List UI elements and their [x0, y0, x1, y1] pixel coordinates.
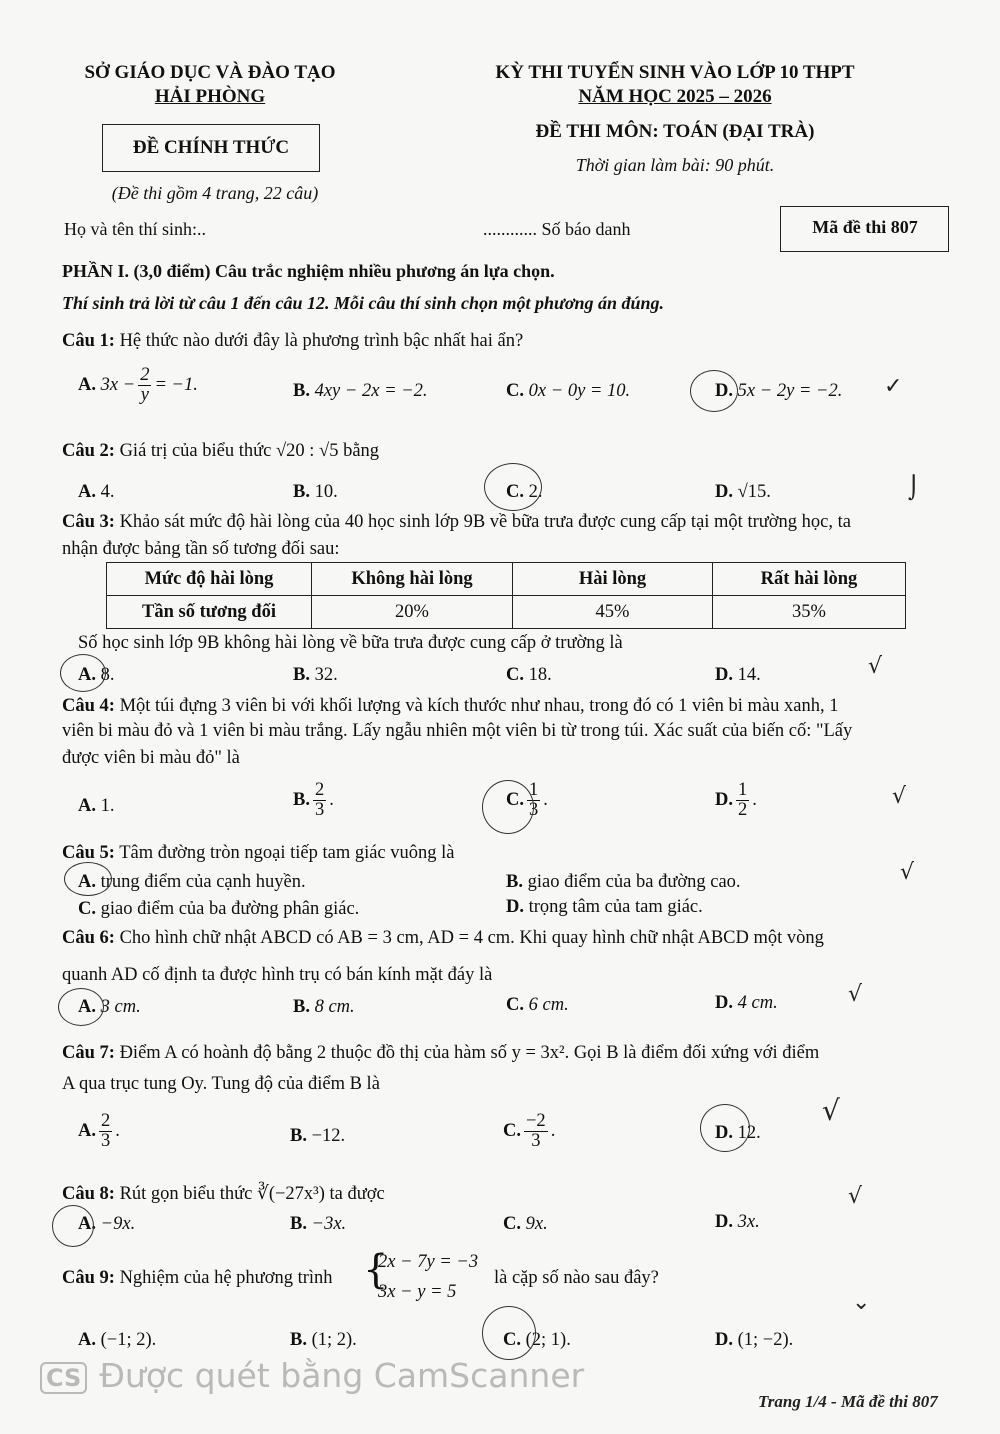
q9-option-d: D. (1; −2).	[715, 1330, 794, 1350]
q7-option-d: D. 12.	[715, 1123, 761, 1143]
answer-circle-q2	[484, 463, 542, 511]
answer-circle-q3	[60, 654, 106, 692]
page-footer: Trang 1/4 - Mã đề thi 807	[758, 1392, 938, 1411]
watermark-text: Được quét bằng CamScanner	[99, 1356, 585, 1395]
question-3-line3: Số học sinh lớp 9B không hài lòng về bữa trưa được cung cấp ở trường là	[78, 633, 623, 653]
question-8: Câu 8: Rút gọn biểu thức ∛(−27x³) ta được	[62, 1184, 385, 1204]
q3-option-c: C. 18.	[506, 665, 552, 685]
table-header-cell: Rất hài lòng	[713, 563, 906, 596]
q4-option-b: B. $\frac{2}{3}$ .	[293, 780, 334, 821]
question-7: Câu 7: Điểm A có hoành độ bằng 2 thuộc đồ thị của hàm số y = 3x². Gọi B là điểm đối xứng với điểm	[62, 1043, 820, 1063]
q1-option-c: C. 0x − 0y = 10.	[506, 381, 631, 401]
exam-code: Mã đề thi 807	[812, 217, 918, 237]
answer-circle-q6	[58, 988, 104, 1026]
frequency-table	[106, 562, 906, 629]
system-brace: {	[363, 1247, 389, 1293]
q7-option-c: C. $\frac{-2}{3}$ .	[503, 1111, 556, 1152]
check-mark-icon: √	[848, 1184, 863, 1209]
q4-option-a: A. 1.	[78, 796, 115, 816]
table-cell: 45%	[513, 596, 713, 629]
answer-circle-q7	[700, 1104, 750, 1152]
q5-option-a: A. trung điểm của cạnh huyền.	[78, 872, 306, 892]
part1-instruction: Thí sinh trả lời từ câu 1 đến câu 12. Mỗi câu thí sinh chọn một phương án đúng.	[62, 293, 665, 313]
q8-option-b: B. −3x.	[290, 1214, 347, 1234]
answer-circle-q8	[52, 1205, 94, 1247]
question-9: Câu 9: Nghiệm của hệ phương trình	[62, 1268, 333, 1288]
q6-option-d: D. 4 cm.	[715, 993, 778, 1013]
answer-circle-q9	[482, 1306, 536, 1360]
exam-time: Thời gian làm bài: 90 phút.	[575, 155, 775, 175]
part1-title: PHẦN I. (3,0 điểm) Câu trắc nghiệm nhiều phương án lựa chọn.	[62, 261, 555, 281]
table-cell: 35%	[713, 596, 906, 629]
q3-option-a: A. 8.	[78, 665, 115, 685]
answer-circle-q4	[482, 780, 534, 834]
department-city: HẢI PHÒNG	[154, 86, 266, 107]
check-mark-icon: √	[900, 860, 915, 885]
q6-option-c: C. 6 cm.	[506, 995, 569, 1015]
check-mark-icon: √	[848, 982, 863, 1007]
exam-title: KỲ THI TUYỂN SINH VÀO LỚP 10 THPT	[495, 62, 855, 83]
q8-option-c: C. 9x.	[503, 1214, 548, 1234]
table-header-cell: Không hài lòng	[312, 563, 513, 596]
question-2: Câu 2: Giá trị của biểu thức √20 : √5 bằng	[62, 441, 380, 461]
answer-circle-q1	[690, 370, 738, 412]
system-equation-1: 2x − 7y = −3	[378, 1252, 479, 1272]
q6-option-b: B. 8 cm.	[293, 997, 355, 1017]
question-3-line2: nhận được bảng tần số tương đối sau:	[62, 539, 340, 559]
q7-option-a: A. $\frac{2}{3}$ .	[78, 1111, 120, 1152]
q9-option-b: B. (1; 2).	[290, 1330, 357, 1350]
check-mark-icon: ⌄	[852, 1290, 871, 1315]
exam-year: NĂM HỌC 2025 – 2026	[578, 86, 772, 107]
q1-option-d: D. 5x − 2y = −2.	[715, 381, 843, 401]
q1-option-b: B. 4xy − 2x = −2.	[293, 381, 428, 401]
table-header-cell: Mức độ hài lòng	[107, 563, 312, 596]
q5-option-c: C. giao điểm của ba đường phân giác.	[78, 899, 360, 919]
table-row	[107, 596, 906, 629]
q8-option-a: A. −9x.	[78, 1214, 136, 1234]
question-4: Câu 4: Một túi đựng 3 viên bi với khối lượng và kích thước như nhau, trong đó có 1 viên bi màu xanh, 1	[62, 696, 839, 716]
candidate-name-label: Họ và tên thí sinh:..	[64, 219, 206, 239]
question-3: Câu 3: Khảo sát mức độ hài lòng của 40 học sinh lớp 9B về bữa trưa được cung cấp tại một trường học, ta	[62, 512, 851, 532]
q8-option-d: D. 3x.	[715, 1212, 760, 1232]
q9-option-a: A. (−1; 2).	[78, 1330, 157, 1350]
q2-option-a: A. 4.	[78, 482, 115, 502]
q2-option-c: C. 2.	[506, 482, 543, 502]
check-mark-icon: ⌡	[908, 476, 920, 501]
question-4-line2: viên bi màu đỏ và 1 viên bi màu trắng. Lấy ngẫu nhiên một viên bi từ trong túi. Xác suất của biến cố: "Lấy	[62, 721, 853, 741]
q9-option-c: C. (2; 1).	[503, 1330, 571, 1350]
camscanner-logo-icon: CS	[40, 1362, 87, 1394]
page-count-note: (Đề thi gồm 4 trang, 22 câu)	[111, 183, 319, 203]
q4-option-d: D. $\frac{1}{2}$ .	[715, 780, 757, 821]
q5-option-b: B. giao điểm của ba đường cao.	[506, 872, 741, 892]
camscanner-watermark	[40, 1356, 584, 1395]
question-7-line2: A qua trục tung Oy. Tung độ của điểm B là	[62, 1074, 380, 1094]
q1-option-a: A. 3x − $\frac{2}{y}$ = −1.	[78, 365, 198, 406]
check-mark-icon: ✓	[884, 374, 903, 399]
question-9-tail: là cặp số nào sau đây?	[494, 1268, 659, 1288]
question-4-line3: được viên bi màu đỏ" là	[62, 748, 240, 768]
question-1: Câu 1: Hệ thức nào dưới đây là phương trình bậc nhất hai ẩn?	[62, 331, 524, 351]
q7-option-b: B. −12.	[290, 1126, 346, 1146]
candidate-number-label: ............ Số báo danh	[483, 219, 631, 239]
q2-option-b: B. 10.	[293, 482, 338, 502]
exam-subject: ĐỀ THI MÔN: TOÁN (ĐẠI TRÀ)	[535, 121, 815, 142]
q5-option-d: D. trọng tâm của tam giác.	[506, 897, 703, 917]
q4-option-c: C. $\frac{1}{3}$ .	[506, 780, 548, 821]
table-header-cell: Hài lòng	[513, 563, 713, 596]
table-cell: 20%	[312, 596, 513, 629]
answer-circle-q5	[64, 862, 112, 896]
department-name: SỞ GIÁO DỤC VÀ ĐÀO TẠO	[84, 62, 336, 83]
question-6-line2: quanh AD cố định ta được hình trụ có bán kính mặt đáy là	[62, 965, 493, 985]
question-5: Câu 5: Tâm đường tròn ngoại tiếp tam giác vuông là	[62, 843, 455, 863]
question-6: Câu 6: Cho hình chữ nhật ABCD có AB = 3 cm, AD = 4 cm. Khi quay hình chữ nhật ABCD một vòng	[62, 928, 824, 948]
check-mark-icon: √	[868, 654, 883, 679]
table-cell: Tần số tương đối	[107, 596, 312, 629]
check-mark-icon: √	[822, 1094, 840, 1127]
q3-option-d: D. 14.	[715, 665, 761, 685]
table-header-row	[107, 563, 906, 596]
check-mark-icon: √	[892, 784, 907, 809]
system-equation-2: 3x − y = 5	[378, 1282, 457, 1302]
q2-option-d: D. √15.	[715, 482, 771, 502]
q3-option-b: B. 32.	[293, 665, 338, 685]
q6-option-a: A. 3 cm.	[78, 997, 141, 1017]
official-label: ĐỀ CHÍNH THỨC	[132, 137, 290, 158]
